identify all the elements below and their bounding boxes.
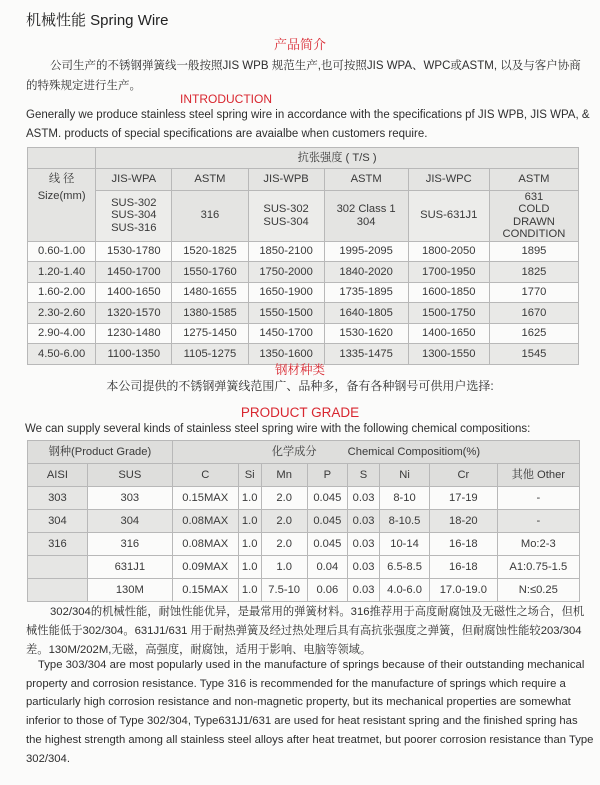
tensile-value-cell: 1320-1570: [96, 303, 172, 324]
table-row: [28, 487, 580, 510]
tensile-value-cell: 1625: [489, 323, 578, 344]
table-row: [28, 282, 579, 303]
composition-cell: 1.0: [261, 556, 307, 579]
composition-cell: 10-14: [379, 533, 429, 556]
composition-cell: 0.03: [348, 556, 380, 579]
tensile-value-cell: 1300-1550: [408, 344, 489, 365]
tensile-value-cell: 1530-1780: [96, 241, 172, 262]
tensile-value-cell: 1735-1895: [324, 282, 408, 303]
grade-text-cn: 本公司提供的不锈钢弹簧线范围广、品种多，备有各种钢号可供用户选择:: [106, 379, 494, 393]
composition-cell: 7.5-10: [261, 579, 307, 602]
tensile-value-cell: 1840-2020: [324, 262, 408, 283]
tensile-value-cell: 1995-2095: [324, 241, 408, 262]
grade-cell: 631J1: [87, 556, 172, 579]
grade-cell: 316: [28, 533, 88, 556]
column-header: 其他 Other: [497, 464, 579, 487]
composition-cell: 0.045: [307, 487, 348, 510]
standard-header: JIS-WPB: [248, 169, 324, 191]
standard-header: JIS-WPC: [408, 169, 489, 191]
table-row: [28, 510, 580, 533]
composition-cell: 16-18: [430, 556, 498, 579]
composition-cell: -: [497, 510, 579, 533]
tensile-value-cell: 1530-1620: [324, 323, 408, 344]
composition-header: [172, 441, 579, 464]
table-row: [28, 241, 579, 262]
table-row: [28, 533, 580, 556]
grade-header: SUS-302 SUS-304: [248, 190, 324, 241]
grade-heading-cn: 钢材种类: [274, 363, 325, 377]
tensile-value-cell: 1670: [489, 303, 578, 324]
column-header: Mn: [261, 464, 307, 487]
standard-header: ASTM: [324, 169, 408, 191]
composition-cell: 0.03: [348, 510, 380, 533]
size-header-en: Size(mm): [28, 190, 96, 241]
composition-cell: 4.0-6.0: [379, 579, 429, 602]
intro-heading-cn: 产品简介: [273, 37, 326, 52]
tensile-value-cell: 1545: [489, 344, 578, 365]
composition-cell: 17.0-19.0: [430, 579, 498, 602]
composition-cell: 6.5-8.5: [379, 556, 429, 579]
size-cell: 1.60-2.00: [28, 282, 96, 303]
composition-cell: 17-19: [430, 487, 498, 510]
standard-header: ASTM: [172, 169, 248, 191]
composition-cell: 0.04: [307, 556, 348, 579]
grade-text-en: We can supply several kinds of stainless steel spring wire with the following chemical compositions:: [25, 423, 531, 435]
composition-cell: 2.0: [261, 510, 307, 533]
standard-header: JIS-WPA: [96, 169, 172, 191]
size-cell: 0.60-1.00: [28, 241, 96, 262]
composition-cell: N:≤0.25: [497, 579, 579, 602]
grade-cell: 303: [87, 487, 172, 510]
grade-cell: 316: [87, 533, 172, 556]
grade-cell: 130M: [87, 579, 172, 602]
notes-text-en: Type 303/304 are most popularly used in the manufacture of springs because of their outstanding mechanical property and corrosion resistance. Type 316 is recommended for the manufacture of springs which require a particularly high corrosion resistance and non-magnetic property, but its mechanical properties are somewhat inferior to those of Type 302/304, Type631J1/631 are used for heat resistant spring and the finished spring has the highest strength among all stainless steel alloys after heat treatmet, but poorer corrosion resistance than Type 302/304.: [26, 659, 594, 765]
composition-cell: 0.03: [348, 533, 380, 556]
tensile-value-cell: 1100-1350: [96, 344, 172, 365]
column-header: S: [348, 464, 380, 487]
table-row: [28, 579, 580, 602]
tensile-value-cell: 1520-1825: [172, 241, 248, 262]
column-header: Ni: [379, 464, 429, 487]
composition-cell: 16-18: [430, 533, 498, 556]
tensile-value-cell: 1275-1450: [172, 323, 248, 344]
table-row: [28, 303, 579, 324]
size-cell: 2.90-4.00: [28, 323, 96, 344]
tensile-value-cell: 1650-1900: [248, 282, 324, 303]
tensile-value-cell: 1350-1600: [248, 344, 324, 365]
composition-cell: 2.0: [261, 533, 307, 556]
composition-cell: 18-20: [430, 510, 498, 533]
composition-header-cn: 化学成分: [271, 445, 317, 458]
tensile-value-cell: 1750-2000: [248, 262, 324, 283]
composition-cell: 2.0: [261, 487, 307, 510]
composition-cell: 0.08MAX: [172, 510, 238, 533]
column-header: SUS: [87, 464, 172, 487]
page-title: 机械性能 Spring Wire: [26, 12, 169, 29]
size-header-cn: 线 径: [28, 169, 96, 191]
grade-heading-en: PRODUCT GRADE: [240, 405, 360, 420]
tensile-value-cell: 1800-2050: [408, 241, 489, 262]
intro-text-en: Generally we produce stainless steel spring wire in accordance with the specifications pf JIS WPB, JIS WPA, & ASTM. products of special specifications are avaialbe when customers require.: [26, 109, 590, 140]
tensile-value-cell: 1770: [489, 282, 578, 303]
tensile-value-cell: 1335-1475: [324, 344, 408, 365]
composition-cell: 1.0: [238, 556, 261, 579]
tensile-value-cell: 1500-1750: [408, 303, 489, 324]
tensile-value-cell: 1700-1950: [408, 262, 489, 283]
grade-header: SUS-631J1: [408, 190, 489, 241]
standard-header: ASTM: [489, 169, 578, 191]
grade-cell: [28, 579, 88, 602]
tensile-value-cell: 1600-1850: [408, 282, 489, 303]
composition-cell: 1.0: [238, 579, 261, 602]
intro-heading-en: INTRODUCTION: [180, 92, 272, 106]
composition-cell: 0.045: [307, 533, 348, 556]
product-grade-header: 钢种(Product Grade): [28, 441, 173, 464]
composition-cell: 8-10.5: [379, 510, 429, 533]
column-header: C: [172, 464, 238, 487]
composition-cell: 0.15MAX: [172, 487, 238, 510]
column-header: Cr: [430, 464, 498, 487]
chemical-composition-table: [27, 440, 580, 602]
tensile-value-cell: 1105-1275: [172, 344, 248, 365]
tensile-group-header: 抗张强度 ( T/S ): [96, 148, 579, 169]
composition-cell: 1.0: [238, 487, 261, 510]
tensile-value-cell: 1400-1650: [408, 323, 489, 344]
size-cell: 2.30-2.60: [28, 303, 96, 324]
notes-text-cn: 302/304的机械性能，耐蚀性能优异，是最常用的弹簧材料。316推荐用于高度耐腐蚀及无磁性之场合，但机械性能低于302/304。631J1/631 用于耐热弹簧及经过热处理后具有高抗张强度之弹簧，但耐腐蚀性能较203/304差。130M/202M,无磁，高强度，耐腐蚀，适用于影响、电脑等领域。: [26, 606, 585, 656]
tensile-value-cell: 1640-1805: [324, 303, 408, 324]
composition-cell: 8-10: [379, 487, 429, 510]
table-row: [28, 323, 579, 344]
tensile-value-cell: 1230-1480: [96, 323, 172, 344]
tensile-value-cell: 1380-1585: [172, 303, 248, 324]
tensile-value-cell: 1450-1700: [248, 323, 324, 344]
tensile-value-cell: 1400-1650: [96, 282, 172, 303]
intro-text-cn: 公司生产的不锈钢弹簧线一般按照JIS WPB 规范生产,也可按照JIS WPA、WPC或ASTM, 以及与客户协商的特殊规定进行生产。: [26, 60, 581, 92]
composition-cell: 0.09MAX: [172, 556, 238, 579]
composition-cell: A1:0.75-1.5: [497, 556, 579, 579]
composition-cell: 1.0: [238, 510, 261, 533]
table-row: [28, 262, 579, 283]
column-header: AISI: [28, 464, 88, 487]
composition-header-en: Chemical Compositiom(%): [347, 445, 481, 458]
composition-cell: 0.045: [307, 510, 348, 533]
tensile-value-cell: 1825: [489, 262, 578, 283]
size-cell: 4.50-6.00: [28, 344, 96, 365]
tensile-value-cell: 1480-1655: [172, 282, 248, 303]
tensile-value-cell: 1850-2100: [248, 241, 324, 262]
grade-cell: [28, 556, 88, 579]
composition-cell: 0.03: [348, 487, 380, 510]
composition-cell: 0.06: [307, 579, 348, 602]
composition-cell: Mo:2-3: [497, 533, 579, 556]
grade-cell: 304: [28, 510, 88, 533]
table-row: [28, 556, 580, 579]
grade-header: 316: [172, 190, 248, 241]
tensile-value-cell: 1895: [489, 241, 578, 262]
grade-header: 302 Class 1 304: [324, 190, 408, 241]
size-cell: 1.20-1.40: [28, 262, 96, 283]
grade-cell: 304: [87, 510, 172, 533]
grade-header: 631 COLD DRAWN CONDITION: [489, 190, 578, 241]
composition-cell: -: [497, 487, 579, 510]
tensile-value-cell: 1550-1500: [248, 303, 324, 324]
composition-cell: 0.03: [348, 579, 380, 602]
column-header: Si: [238, 464, 261, 487]
tensile-strength-table: [27, 147, 579, 365]
composition-cell: 0.15MAX: [172, 579, 238, 602]
grade-cell: 303: [28, 487, 88, 510]
tensile-value-cell: 1550-1760: [172, 262, 248, 283]
composition-cell: 0.08MAX: [172, 533, 238, 556]
composition-cell: 1.0: [238, 533, 261, 556]
table-corner: [28, 148, 96, 169]
column-header: P: [307, 464, 348, 487]
tensile-value-cell: 1450-1700: [96, 262, 172, 283]
grade-header: SUS-302 SUS-304 SUS-316: [96, 190, 172, 241]
